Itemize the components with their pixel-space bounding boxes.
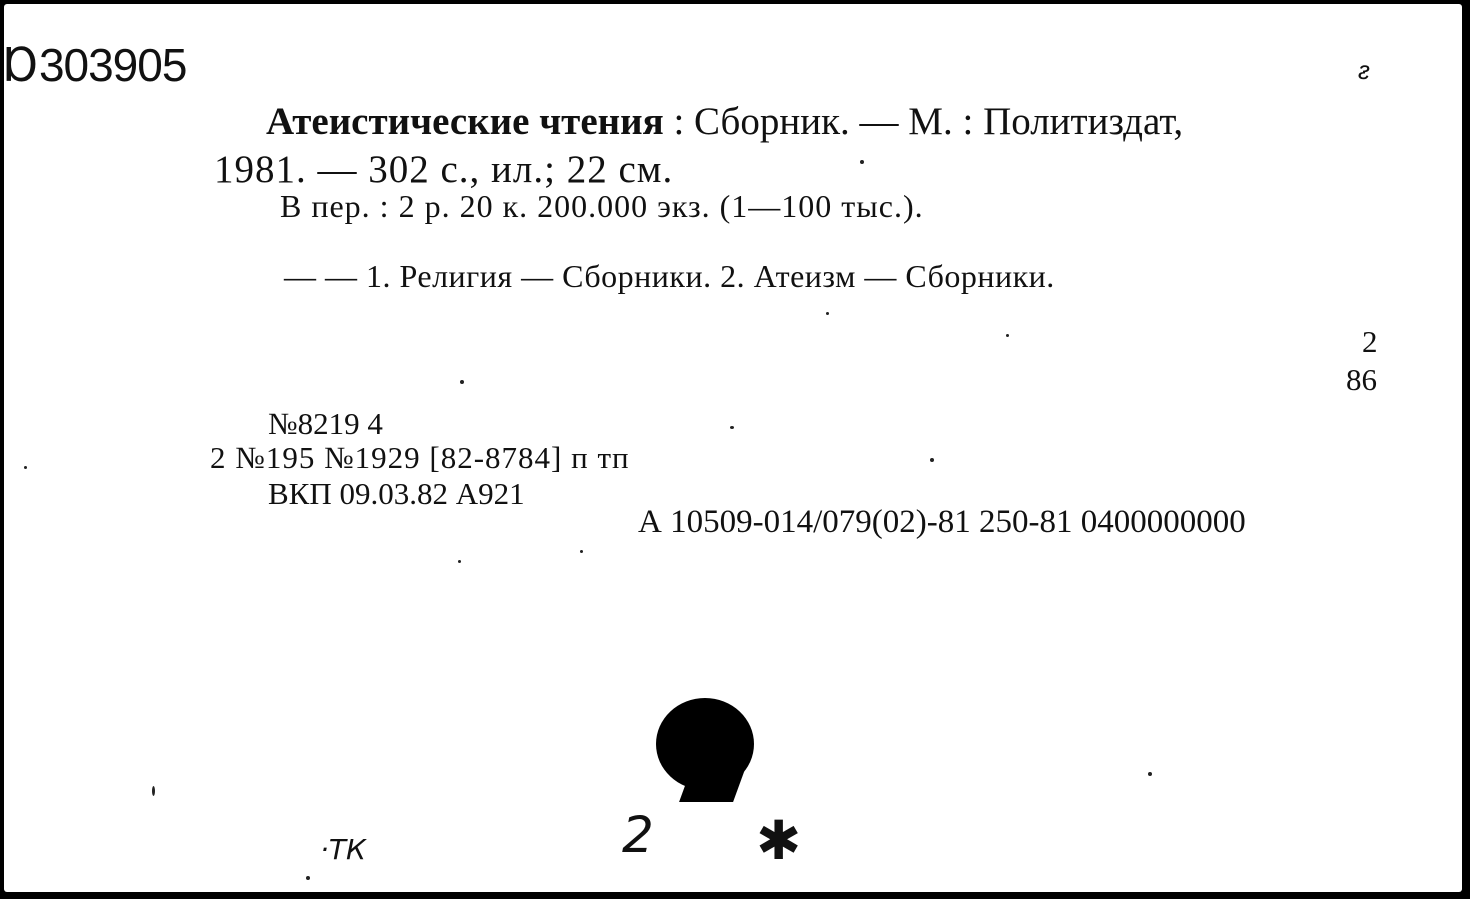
book-title: Атеистические чтения bbox=[266, 100, 664, 143]
code-line: А 10509-014/079(02)-81 250-81 0400000000 bbox=[638, 504, 1246, 540]
title-line bbox=[266, 102, 1183, 141]
number-line-1: №8219 4 bbox=[268, 406, 383, 441]
card-paper bbox=[4, 4, 1462, 892]
speck bbox=[1148, 772, 1152, 776]
title-rest: : Сборник. — М. : Политиздат, bbox=[663, 100, 1184, 143]
speck bbox=[458, 560, 461, 563]
subjects-line: — — 1. Религия — Сборники. 2. Атеизм — Сборники. bbox=[284, 258, 1055, 294]
class-number-2: 86 bbox=[1346, 362, 1377, 397]
number-line-2: 2 №195 №1929 [82-8784] п тп bbox=[210, 440, 630, 475]
corner-mark: ᴤ bbox=[1358, 56, 1371, 86]
speck bbox=[860, 160, 864, 164]
speck bbox=[24, 466, 27, 469]
speck bbox=[730, 426, 734, 429]
handwritten-2: 2 bbox=[622, 806, 654, 864]
speck bbox=[1006, 334, 1009, 337]
speck bbox=[460, 380, 464, 384]
price-line: В пер. : 2 р. 20 к. 200.000 экз. (1—100 тыс.). bbox=[280, 188, 924, 224]
handwritten-star-icon: ✱ bbox=[756, 809, 802, 872]
speck bbox=[306, 876, 310, 880]
speck bbox=[580, 550, 583, 553]
speck bbox=[826, 312, 829, 315]
handwritten-tk: ·ТК bbox=[320, 833, 366, 866]
speck bbox=[152, 786, 155, 796]
speck bbox=[930, 458, 934, 462]
number-line-3: ВКП 09.03.82 А921 bbox=[268, 476, 525, 511]
publication-line: 1981. — 302 с., ил.; 22 см. bbox=[214, 148, 674, 191]
class-number-1: 2 bbox=[1362, 324, 1378, 359]
card-id-number: Ɒ303905 bbox=[4, 39, 187, 91]
